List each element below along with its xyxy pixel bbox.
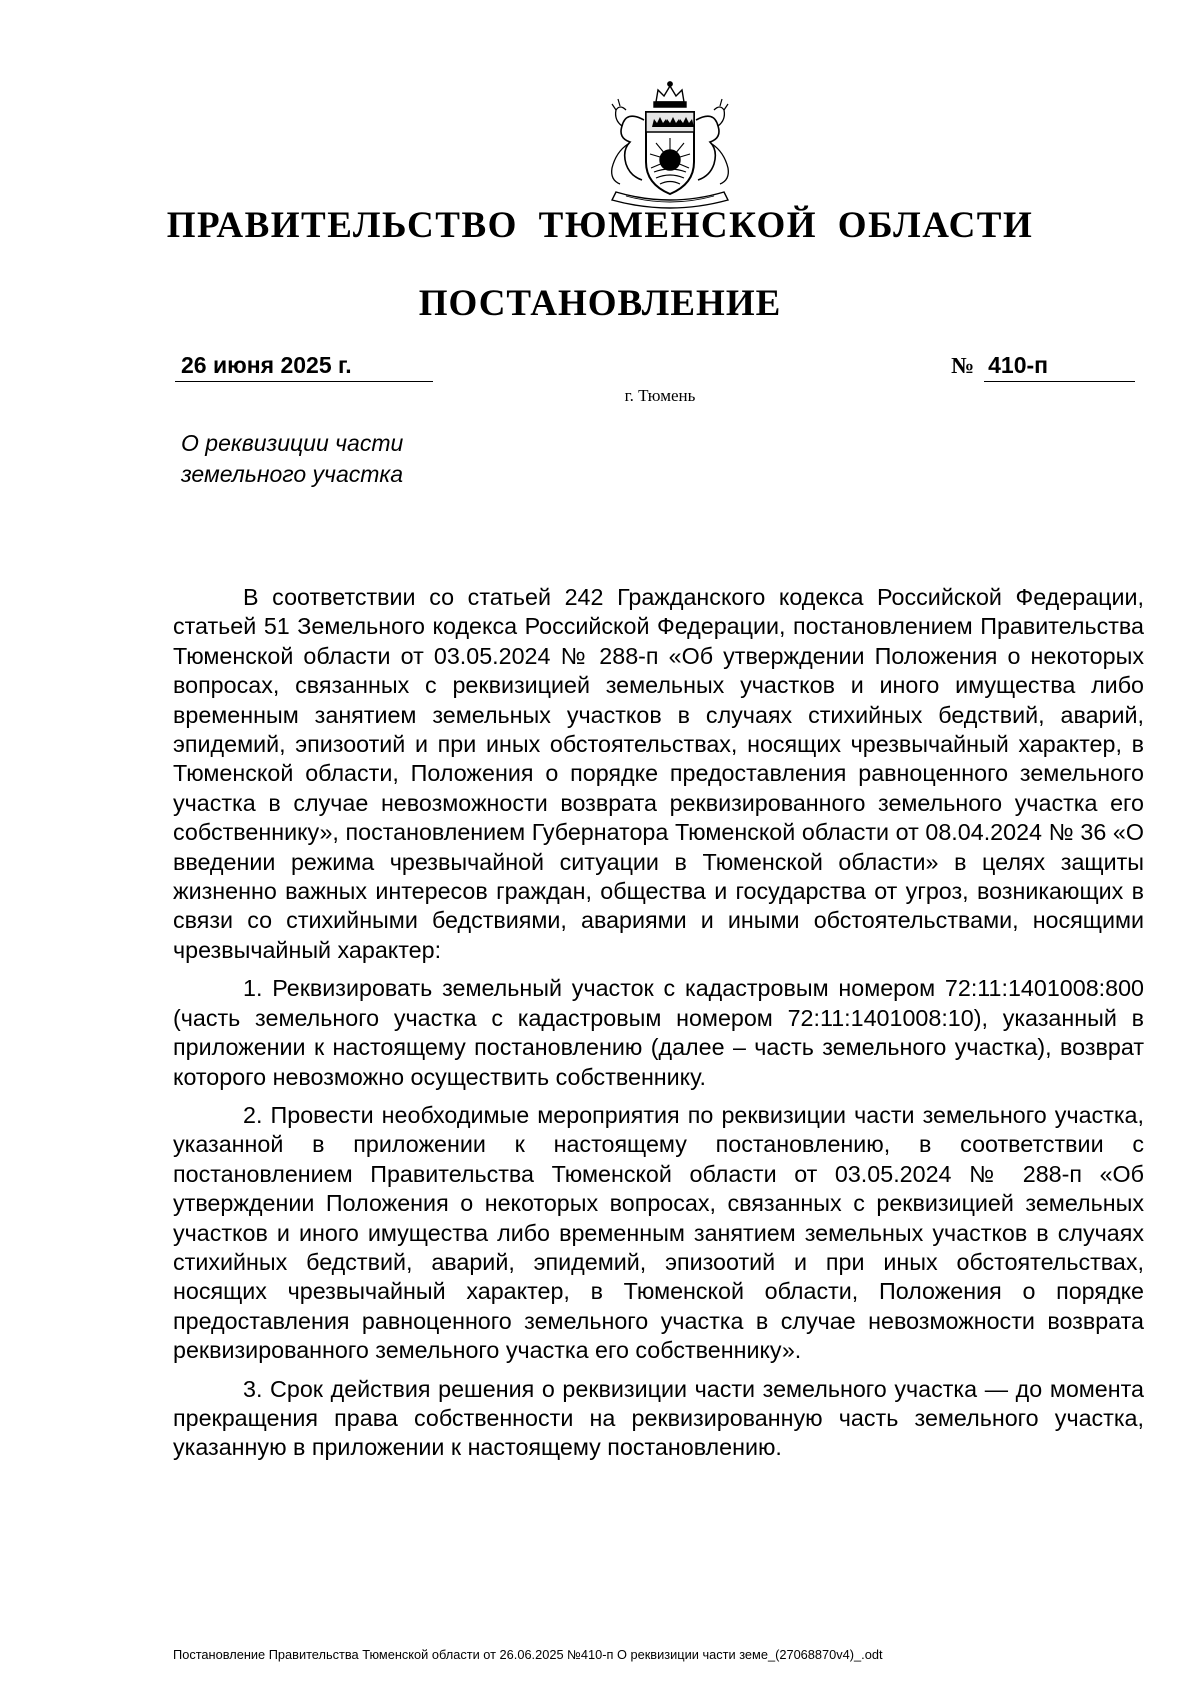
page-footer: Постановление Правительства Тюменской области от 26.06.2025 №410-п О реквизиции части земе_(27068870v4)_.odt — [173, 1647, 883, 1662]
document-number — [951, 352, 1135, 382]
subject-line: земельного участка — [181, 461, 404, 487]
number-sign: № — [951, 353, 975, 378]
coat-of-arms-icon — [596, 80, 744, 218]
document-body — [173, 583, 1144, 1472]
clause-paragraph-1: 1. Реквизировать земельный участок с кадастровым номером 72:11:1401008:800 (часть земельного участка с кадастровым номером 72:11:1401008:10), указанный в приложении к настоящему постановлению (далее – часть земельного участка), возврат которого невозможно осуществить собственнику. — [173, 975, 1144, 1090]
city-label: г. Тюмень — [624, 386, 696, 405]
clause-paragraph-2: 2. Провести необходимые мероприятия по реквизиции части земельного участка, указанной в приложении к настоящему постановлению, в соответствии с постановлением Правительства Тюменской области от 03.05.2024 № 288-п «Об утверждении Положения о некоторых вопросах, связанных с реквизицией земельных участков и иного имущества либо временным занятием земельных участков в случаях стихийных бедствий, аварий, эпидемий, эпизоотий и при иных обстоятельствах, носящих чрезвычайный характер, в Тюменской области, Положения о порядке предоставления равноценного земельного участка в случае невозможности возврата реквизированного земельного участка его собственнику». — [173, 1101, 1144, 1364]
document-type-heading: ПОСТАНОВЛЕНИЕ — [418, 283, 782, 324]
preamble-paragraph: В соответствии со статьей 242 Гражданского кодекса Российской Федерации, статьей 51 Земельного кодекса Российской Федерации, постановлением Правительства Тюменской области от 03.05.2024 № 288-п «Об утверждении Положения о некоторых вопросах, связанных с реквизицией земельных участков и иного имущества либо временным занятием земельных участков в случаях стихийных бедствий, аварий, эпидемий, эпизоотий и при иных обстоятельствах, носящих чрезвычайный характер, в Тюменской области, Положения о порядке предоставления равноценного земельного участка в случае невозможности возврата реквизированного земельного участка его собственнику», постановлением Губернатора Тюменской области от 08.04.2024 № 36 «О введении режима чрезвычайной ситуации в Тюменской области» в целях защиты жизненно важных интересов граждан, общества и государства от угроз, возникающих в связи со стихийными бедствиями, авариями и иными обстоятельствами, носящими чрезвычайный характер: — [173, 584, 1144, 963]
government-title: ПРАВИТЕЛЬСТВО ТЮМЕНСКОЙ ОБЛАСТИ — [166, 205, 1034, 246]
clause-paragraph-3: 3. Срок действия решения о реквизиции части земельного участка — до момента прекращения права собственности на реквизированную часть земельного участка, указанную в приложении к настоящему постановлению. — [173, 1375, 1144, 1461]
document-date: 26 июня 2025 г. — [175, 352, 433, 382]
number-value: 410-п — [984, 352, 1135, 382]
subject-line: О реквизиции части — [181, 430, 404, 456]
document-subject — [181, 428, 501, 490]
